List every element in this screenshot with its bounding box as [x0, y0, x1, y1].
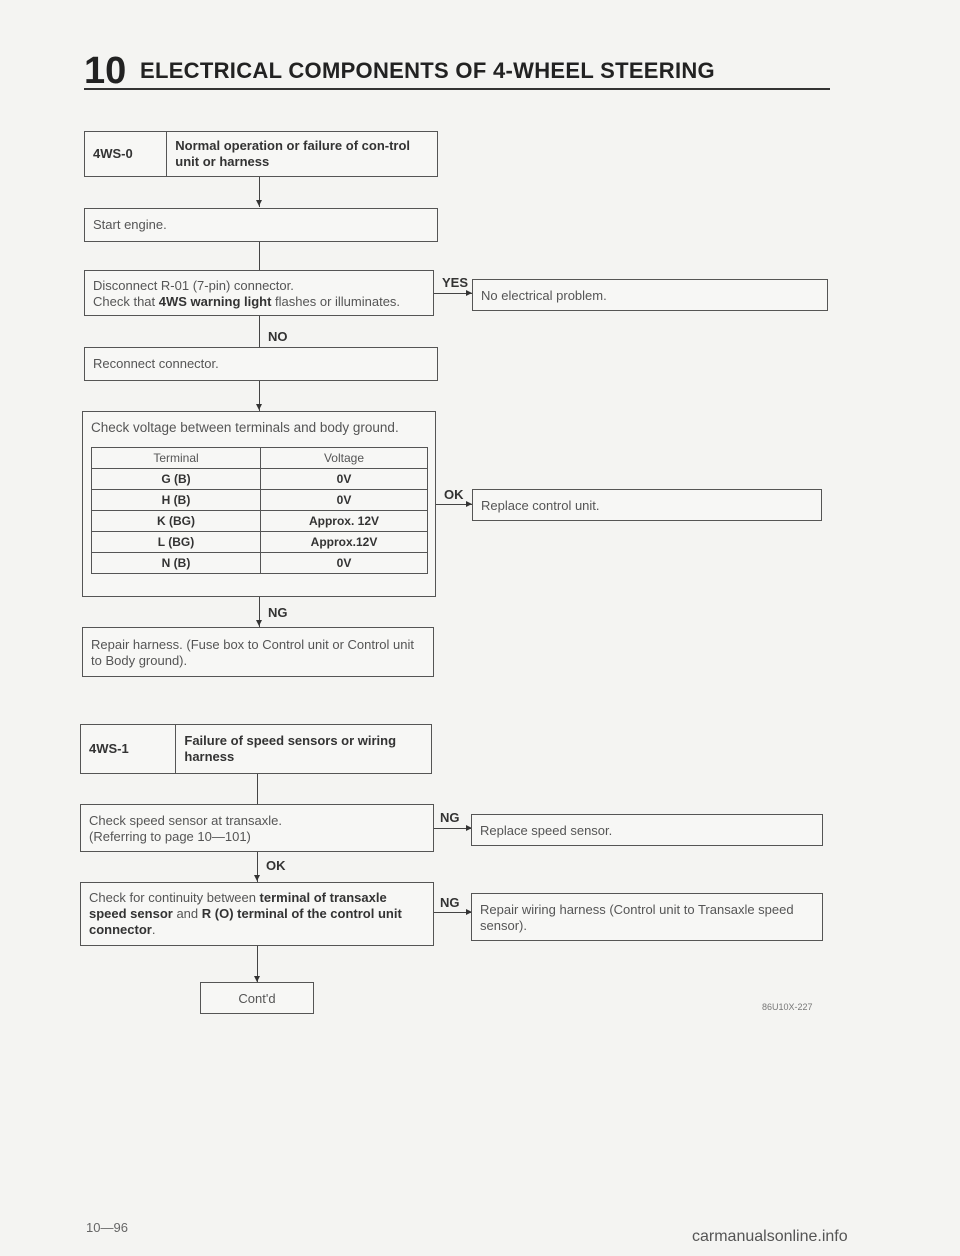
flow2-code-box	[80, 724, 432, 774]
table-row	[92, 553, 428, 574]
flow1-ok-result	[472, 489, 822, 521]
table-row	[92, 511, 428, 532]
flow2-ng2-result	[471, 893, 823, 941]
figure-reference: 86U10X-227	[762, 1002, 813, 1012]
flow2-ng1-result	[471, 814, 823, 846]
step-text: Start engine.	[93, 217, 167, 232]
voltage-table	[91, 447, 428, 574]
step-text-part: and	[172, 906, 202, 921]
flow2-code-title: Failure of speed sensors or wiring harness	[184, 733, 397, 764]
step-text: Check speed sensor at transaxle.	[89, 813, 282, 828]
table-row	[92, 490, 428, 511]
voltage-cell: 0V	[261, 553, 428, 574]
step-text-line2	[93, 294, 425, 310]
result-text: Repair wiring harness (Control unit to Transaxle speed sensor).	[480, 902, 794, 933]
connector-line	[259, 316, 260, 347]
flow2-code: 4WS-1	[81, 725, 176, 773]
result-text: No electrical problem.	[481, 288, 607, 303]
ok-label: OK	[444, 487, 464, 502]
voltage-cell: 0V	[261, 490, 428, 511]
terminal-cell: K (BG)	[92, 511, 261, 532]
step-text-line2: (Referring to page 10—101)	[89, 829, 251, 844]
flow1-step-reconnect	[84, 347, 438, 381]
step-text-part: Check for continuity between	[89, 890, 260, 905]
flow1-step-repair-harness	[82, 627, 434, 677]
flow2-step-check-sensor	[80, 804, 434, 852]
table-header-row	[92, 448, 428, 469]
down-arrow-icon	[256, 404, 262, 410]
flow1-yes-result	[472, 279, 828, 311]
step-text: Check voltage between terminals and body ground.	[91, 420, 399, 435]
step-text: Disconnect R-01 (7-pin) connector.	[93, 278, 294, 293]
step-text: Reconnect connector.	[93, 356, 219, 371]
yes-label: YES	[442, 275, 469, 290]
chapter-title: ELECTRICAL COMPONENTS OF 4-WHEEL STEERING	[140, 58, 715, 83]
page-number: 10—96	[86, 1220, 128, 1235]
ng-label: NG	[268, 605, 288, 620]
step-text-part: .	[151, 922, 156, 937]
flow1-code-box	[84, 131, 438, 177]
speed-sensor-terminal-term: terminal of transaxle speed sensor	[89, 890, 387, 921]
terminal-cell: L (BG)	[92, 532, 261, 553]
contd-box	[200, 982, 314, 1014]
step-text-part: Check that	[93, 294, 159, 309]
step-text: Repair harness. (Fuse box to Control unit or Control unit to Body ground).	[91, 637, 414, 668]
column-header-terminal: Terminal	[92, 448, 261, 469]
step-text-part: flashes or illuminates.	[271, 294, 401, 309]
table-row	[92, 469, 428, 490]
page-header	[84, 48, 830, 90]
result-text: Replace speed sensor.	[480, 823, 613, 838]
terminal-cell: G (B)	[92, 469, 261, 490]
ng-label: NG	[440, 810, 460, 825]
flow1-step-disconnect	[84, 270, 434, 316]
voltage-cell: Approx. 12V	[261, 511, 428, 532]
down-arrow-icon	[256, 620, 262, 626]
flow1-code-title: Normal operation or failure of con-trol unit or harness	[175, 138, 411, 169]
contd-text: Cont'd	[238, 991, 276, 1006]
down-arrow-icon	[254, 875, 260, 881]
ok-label: OK	[266, 858, 286, 873]
no-label: NO	[268, 329, 288, 344]
connector-line	[257, 774, 258, 804]
ng-label: NG	[440, 895, 460, 910]
warning-light-term: 4WS warning light	[158, 294, 272, 309]
result-text: Replace control unit.	[481, 498, 600, 513]
flow2-step-continuity	[80, 882, 434, 946]
flow1-code: 4WS-0	[85, 132, 167, 176]
chapter-number: 10	[84, 50, 127, 92]
terminal-cell: N (B)	[92, 553, 261, 574]
down-arrow-icon	[256, 200, 262, 206]
column-header-voltage: Voltage	[261, 448, 428, 469]
connector-line	[259, 242, 260, 270]
flow1-step-start-engine	[84, 208, 438, 242]
table-row	[92, 532, 428, 553]
voltage-cell: 0V	[261, 469, 428, 490]
terminal-cell: H (B)	[92, 490, 261, 511]
watermark: carmanualsonline.info	[692, 1228, 848, 1245]
voltage-cell: Approx.12V	[261, 532, 428, 553]
control-unit-terminal-term: R (O) terminal of the control unit connector	[89, 906, 402, 937]
